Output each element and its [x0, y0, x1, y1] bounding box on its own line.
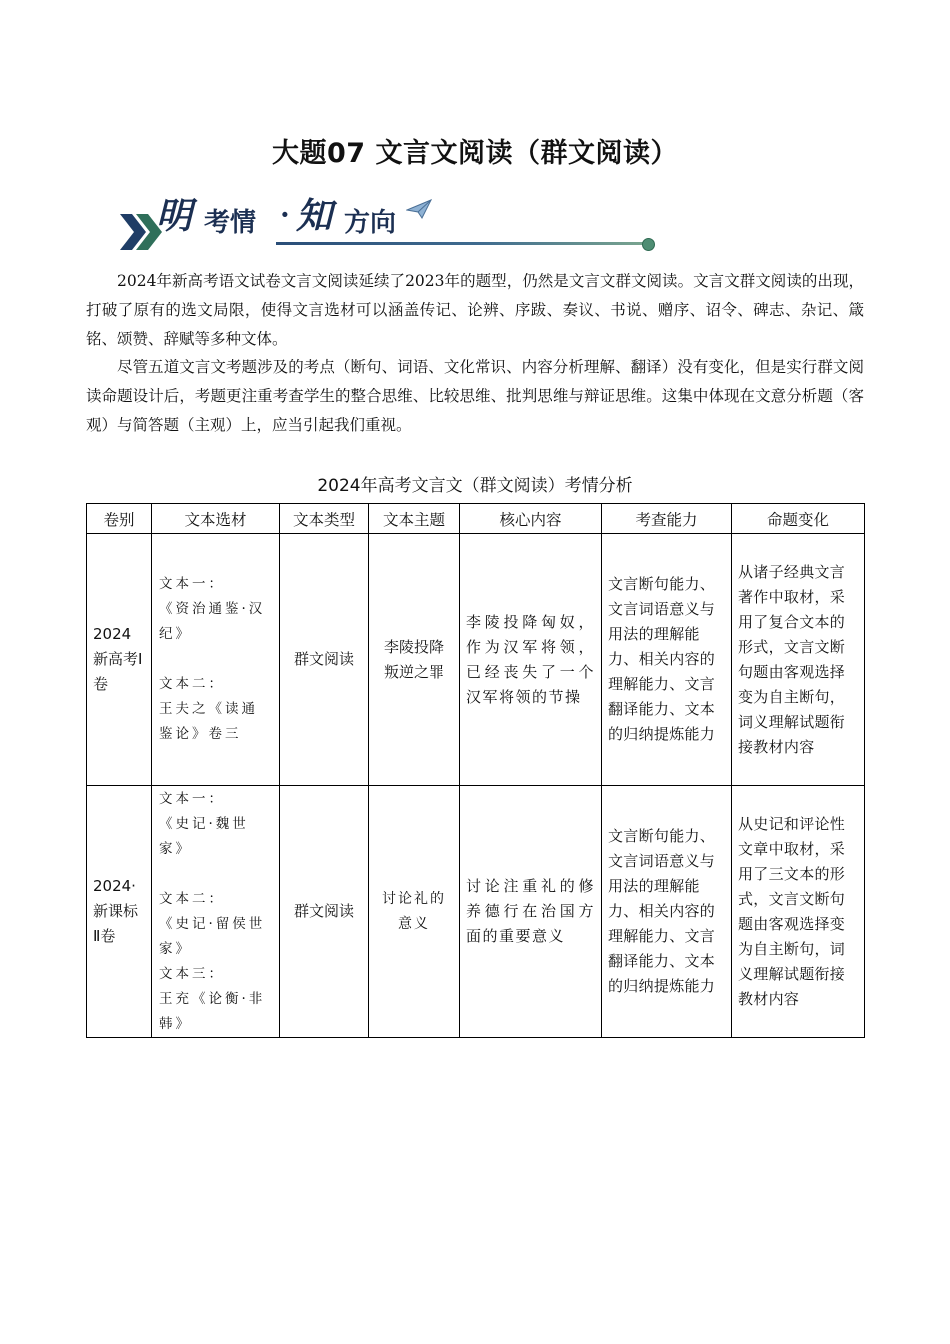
header-texts: 文本选材 — [152, 504, 280, 534]
text-one-title: 《史记·魏世家》 — [159, 815, 249, 857]
intro-paragraph-1: 2024年新高考语文试卷文言文阅读延续了2023年的题型，仍然是文言文群文阅读。文言文群文阅读的出现，打破了原有的选文局限，使得文言选材可以涵盖传记、论辨、序跋、奏议、书说、赠序、诏令、碑志、杂记、箴铭、颂赞、辞赋等多种文体。 — [86, 272, 864, 348]
text-three-label: 文本三： — [159, 965, 225, 982]
text-two-title: 《史记·留侯世家》 — [159, 915, 266, 957]
banner-char-ming: 明 — [156, 195, 193, 237]
cell-ability: 文言断句能力、文言词语意义与用法的理解能力、相关内容的理解能力、文言翻译能力、文本的归纳提炼能力 — [602, 786, 732, 1038]
page-title: 大题07 文言文阅读（群文阅读） — [272, 138, 678, 169]
cell-core: 讨论注重礼的修养德行在治国方面的重要意义 — [460, 786, 602, 1038]
table-row — [87, 534, 865, 786]
table-row — [87, 786, 865, 1038]
cell-theme: 讨论礼的意义 — [369, 786, 460, 1038]
cell-type: 群文阅读 — [280, 786, 369, 1038]
paper-plane-icon — [406, 198, 432, 220]
text-one-title: 《资治通鉴·汉纪》 — [159, 601, 266, 642]
banner-word-fangxiang: 方向 — [344, 208, 397, 238]
text-two-label: 文本二： — [159, 890, 225, 907]
text-two-label: 文本二： — [159, 676, 225, 692]
cell-change: 从史记和评论性文章中取材，采用了三文本的形式，文言文断句题由客观选择变为自主断句，词义理解试题衔接教材内容 — [732, 786, 865, 1038]
cell-juan: 2024·新课标Ⅱ卷 — [87, 786, 152, 1038]
cell-juan: 2024新高考Ⅰ卷 — [87, 534, 152, 786]
banner-char-zhi: 知 — [296, 195, 333, 237]
cell-texts — [152, 786, 280, 1038]
table-header-row — [87, 504, 865, 534]
header-change: 命题变化 — [732, 504, 865, 534]
section-banner — [116, 188, 556, 258]
cell-core: 李陵投降匈奴，作为汉军将领，已经丧失了一个汉军将领的节操 — [460, 534, 602, 786]
header-core: 核心内容 — [460, 504, 602, 534]
banner-word-kaoqing: 考情 — [204, 208, 257, 238]
cell-change: 从诸子经典文言著作中取材，采用了复合文本的形式，文言文断句题由客观选择变为自主断句，词义理解试题衔接教材内容 — [732, 534, 865, 786]
cell-theme: 李陵投降叛逆之罪 — [369, 534, 460, 786]
cell-ability: 文言断句能力、文言词语意义与用法的理解能力、相关内容的理解能力、文言翻译能力、文本的归纳提炼能力 — [602, 534, 732, 786]
cell-texts — [152, 534, 280, 786]
intro-paragraph-2: 尽管五道文言文考题涉及的考点（断句、词语、文化常识、内容分析理解、翻译）没有变化，但是实行群文阅读命题设计后，考题更注重考查学生的整合思维、比较思维、批判思维与辩证思维。这集中体现在文意分析题（客观）与简答题（主观）上，应当引起我们重视。 — [86, 358, 864, 434]
text-one-label: 文本一： — [159, 576, 225, 592]
banner-separator: · — [280, 198, 290, 231]
banner-underline — [276, 242, 646, 245]
exam-analysis-table — [86, 503, 865, 1038]
header-juan: 卷别 — [87, 504, 152, 534]
header-type: 文本类型 — [280, 504, 369, 534]
text-one-label: 文本一： — [159, 790, 225, 807]
text-two-title: 王夫之《读通鉴论》卷三 — [159, 701, 258, 742]
text-three-title: 王充《论衡·非韩》 — [159, 990, 266, 1032]
header-theme: 文本主题 — [369, 504, 460, 534]
header-ability: 考查能力 — [602, 504, 732, 534]
table-title: 2024年高考文言文（群文阅读）考情分析 — [317, 476, 633, 496]
cell-type: 群文阅读 — [280, 534, 369, 786]
banner-end-dot — [642, 238, 655, 251]
